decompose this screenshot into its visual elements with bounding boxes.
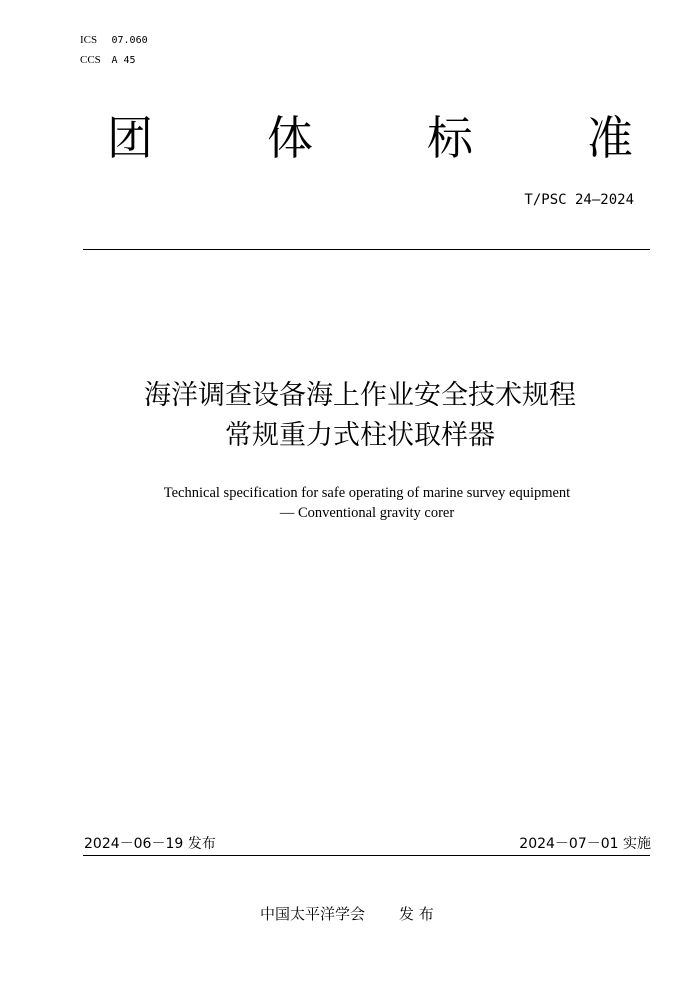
standard-type-char: 体 <box>267 111 313 165</box>
top-divider <box>83 249 650 250</box>
bottom-divider <box>83 855 650 856</box>
english-title-line-2: — Conventional gravity corer <box>279 505 455 521</box>
release-date: 2024－06－19 发布 <box>84 836 216 852</box>
standard-type-char: 标 <box>427 111 473 165</box>
standard-type-char: 团 <box>107 111 153 165</box>
ics-value: 07.060 <box>111 35 148 46</box>
english-title-line-1: Technical specification for safe operating of marine survey equipment <box>163 485 571 501</box>
ics-classification <box>80 33 148 48</box>
english-title <box>50 483 684 523</box>
chinese-title-line-1: 海洋调查设备海上作业安全技术规程 <box>144 380 576 411</box>
standard-type-char: 准 <box>587 111 633 165</box>
publisher-action: 发 布 <box>399 905 434 923</box>
chinese-title-line-2: 常规重力式柱状取样器 <box>225 420 495 451</box>
ccs-label: CCS <box>80 54 101 66</box>
ccs-classification <box>80 53 136 68</box>
standard-type-heading <box>100 108 640 168</box>
standard-code: T/PSC 24—2024 <box>524 192 634 208</box>
implementation-date: 2024－07－01 实施 <box>519 836 651 852</box>
publisher-line <box>260 903 434 925</box>
ics-label: ICS <box>80 34 98 46</box>
publisher-name: 中国太平洋学会 <box>260 905 366 923</box>
ccs-value: A 45 <box>111 55 136 66</box>
chinese-title <box>50 376 670 456</box>
